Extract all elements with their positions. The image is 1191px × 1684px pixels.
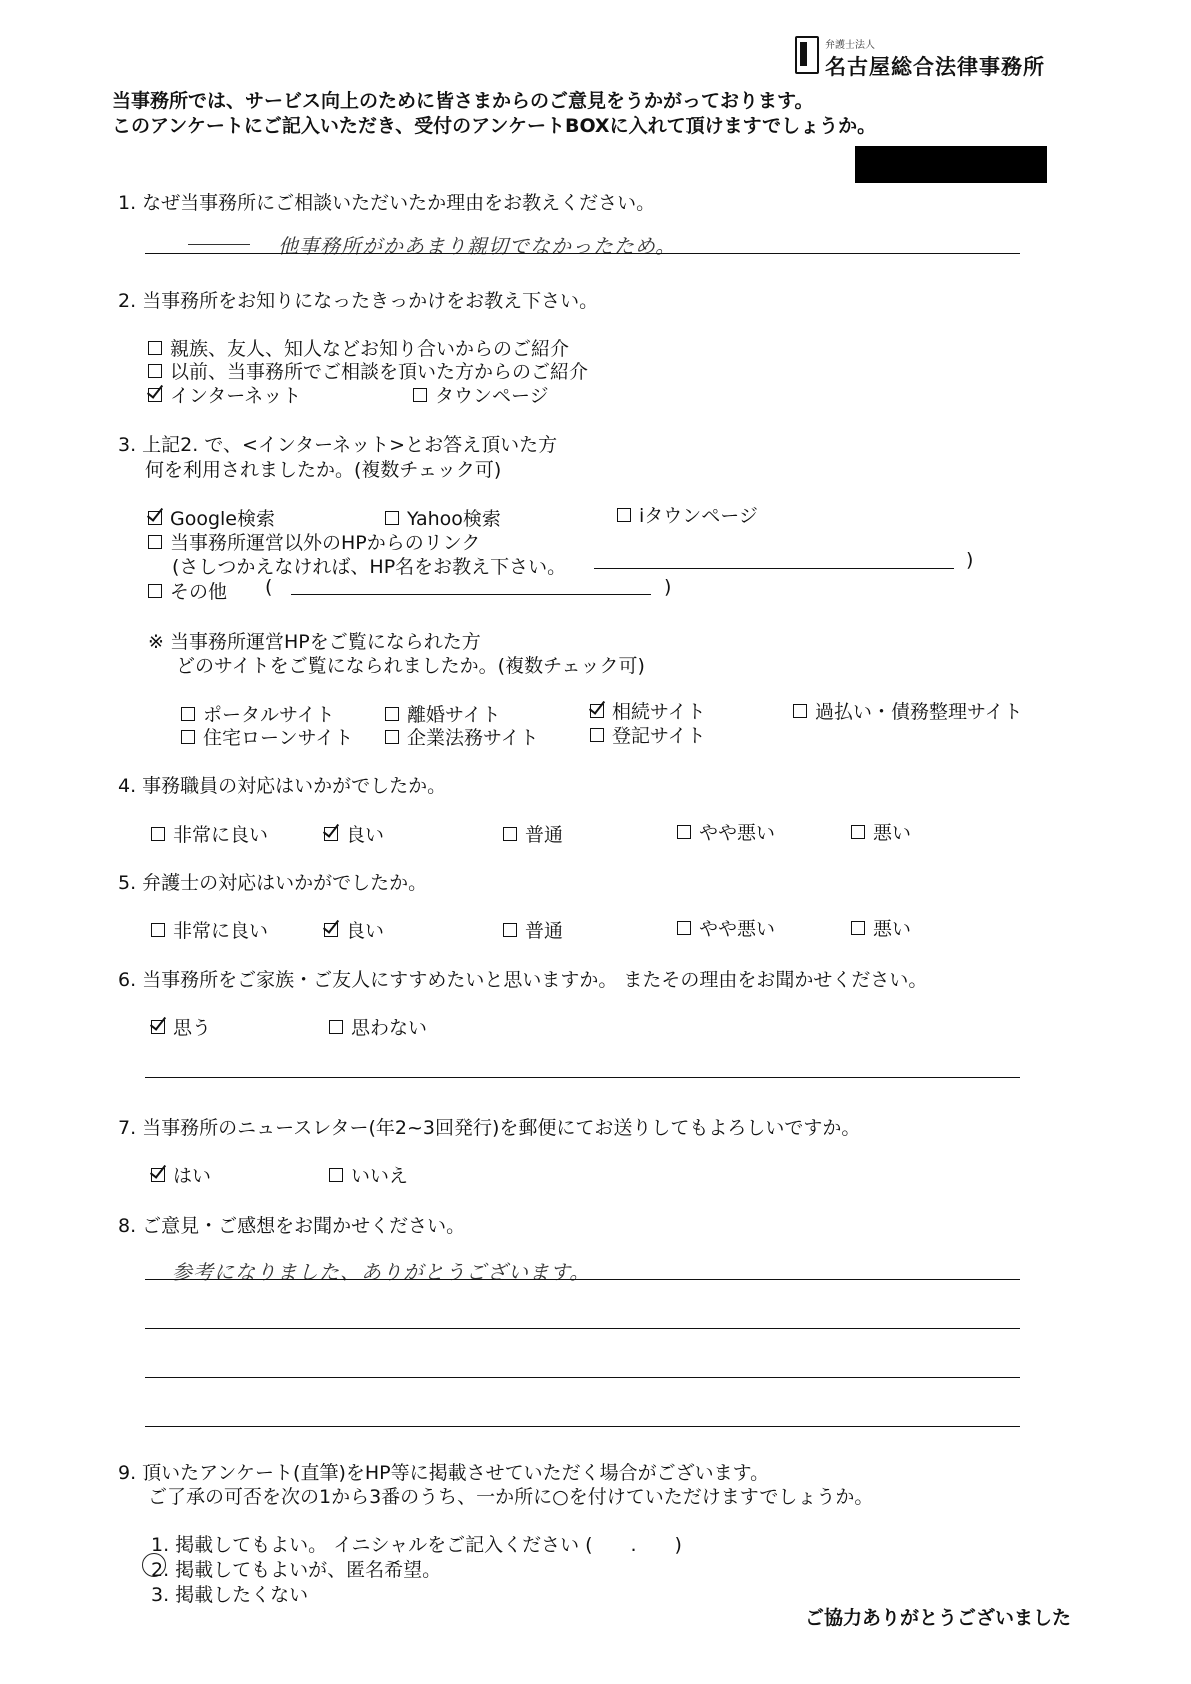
q1-strikeout bbox=[188, 244, 250, 245]
q7-option-no[interactable]: いいえ bbox=[329, 1161, 408, 1188]
q3-site-portal[interactable]: ポータルサイト bbox=[181, 700, 335, 727]
q3-site-housing-loan[interactable]: 住宅ローンサイト bbox=[181, 723, 353, 750]
intro-line-1: 当事務所では、サービス向上のために皆さまからのご意見をうかがっております。 bbox=[112, 90, 814, 112]
q1-answer-line bbox=[145, 253, 1020, 254]
q1-handwritten-answer: 他事務所がかあまり親切でなかったため。 bbox=[278, 234, 677, 258]
q5-question: 5. 弁護士の対応はいかがでしたか。 bbox=[118, 872, 428, 894]
intro-line-2: このアンケートにご記入いただき、受付のアンケートBOXに入れて頂けますでしょうか。 bbox=[112, 115, 877, 137]
q4-option-somewhat-bad[interactable]: やや悪い bbox=[677, 818, 775, 845]
q9-option-3[interactable]: 3. 掲載したくない bbox=[151, 1584, 309, 1606]
checkbox-icon[interactable] bbox=[590, 704, 604, 718]
q3-option-google[interactable]: Google検索 bbox=[148, 504, 275, 531]
checkbox-icon[interactable] bbox=[148, 535, 162, 549]
q3-site-debt[interactable]: 過払い・債務整理サイト bbox=[793, 697, 1023, 724]
q2-option-referral[interactable]: 以前、当事務所でご相談を頂いた方からのご紹介 bbox=[148, 357, 588, 384]
q4-option-good[interactable]: 良い bbox=[324, 820, 384, 847]
q3-site-divorce[interactable]: 離婚サイト bbox=[385, 700, 501, 727]
q5-option-good[interactable]: 良い bbox=[324, 916, 384, 943]
q5-option-normal[interactable]: 普通 bbox=[503, 916, 563, 943]
q3-other-line[interactable] bbox=[291, 594, 651, 595]
q5-option-bad[interactable]: 悪い bbox=[851, 914, 911, 941]
q3-site-inheritance[interactable]: 相続サイト bbox=[590, 697, 706, 724]
checkbox-icon[interactable] bbox=[329, 1020, 343, 1034]
q2-option-acquaintance[interactable]: 親族、友人、知人などお知り合いからのご紹介 bbox=[148, 334, 569, 361]
checkbox-icon[interactable] bbox=[151, 827, 165, 841]
q3-other-close-paren: ) bbox=[664, 576, 672, 598]
q2-question: 2. 当事務所をお知りになったきっかけをお教え下さい。 bbox=[118, 290, 599, 312]
q6-reason-line[interactable] bbox=[145, 1077, 1020, 1078]
q3-question-line-2: 何を利用されましたか。(複数チェック可) bbox=[145, 459, 502, 481]
redacted-block bbox=[855, 146, 1047, 183]
q9-option-1[interactable]: 1. 掲載してもよい。 イニシャルをご記入ください ( . ) bbox=[151, 1534, 682, 1556]
closing-thanks: ご協力ありがとうございました bbox=[805, 1607, 1072, 1629]
q6-question: 6. 当事務所をご家族・ご友人にすすめたいと思いますか。 またその理由をお聞かせください。 bbox=[118, 969, 928, 991]
q3-other-open-paren: ( bbox=[265, 576, 273, 598]
q7-option-yes[interactable]: はい bbox=[151, 1161, 211, 1188]
q8-question: 8. ご意見・ご感想をお聞かせください。 bbox=[118, 1215, 466, 1237]
q2-option-internet[interactable]: インターネット bbox=[148, 381, 301, 408]
checkbox-icon[interactable] bbox=[148, 511, 162, 525]
checkbox-icon[interactable] bbox=[151, 1168, 165, 1182]
q8-handwritten-answer: 参考になりました、ありがとうございます。 bbox=[172, 1260, 591, 1284]
q5-option-very-good[interactable]: 非常に良い bbox=[151, 916, 268, 943]
q3-site-corporate[interactable]: 企業法務サイト bbox=[385, 723, 539, 750]
checkbox-icon[interactable] bbox=[148, 341, 162, 355]
checkbox-icon[interactable] bbox=[677, 921, 691, 935]
checkbox-icon[interactable] bbox=[590, 728, 604, 742]
q4-option-bad[interactable]: 悪い bbox=[851, 818, 911, 845]
q8-answer-line-4[interactable] bbox=[145, 1426, 1020, 1427]
q3-option-itownpage[interactable]: iタウンページ bbox=[617, 501, 758, 528]
q2-option-townpage[interactable]: タウンページ bbox=[413, 381, 549, 408]
checkbox-icon[interactable] bbox=[151, 1020, 165, 1034]
checkbox-icon[interactable] bbox=[503, 827, 517, 841]
q3-site-registration[interactable]: 登記サイト bbox=[590, 721, 706, 748]
q3-option-external-link[interactable]: 当事務所運営以外のHPからのリンク bbox=[148, 528, 480, 555]
checkbox-icon[interactable] bbox=[385, 511, 399, 525]
q4-option-normal[interactable]: 普通 bbox=[503, 820, 563, 847]
checkbox-icon[interactable] bbox=[503, 923, 517, 937]
checkbox-icon[interactable] bbox=[617, 508, 631, 522]
checkbox-icon[interactable] bbox=[851, 825, 865, 839]
q8-answer-line-1[interactable] bbox=[145, 1279, 1020, 1280]
checkbox-icon[interactable] bbox=[677, 825, 691, 839]
q9-question-line-2: ご了承の可否を次の1から3番のうち、一か所に○を付けていただけますでしょうか。 bbox=[148, 1486, 874, 1508]
q3-link-note: (さしつかえなければ、HP名をお教え下さい。 bbox=[172, 556, 567, 578]
q3-note-line-1: ※ 当事務所運営HPをご覧になられた方 bbox=[148, 631, 481, 653]
checkbox-icon[interactable] bbox=[385, 707, 399, 721]
q9-option-2[interactable]: 2. 掲載してもよいが、匿名希望。 bbox=[151, 1559, 442, 1581]
logo-firm-name: 名古屋総合法律事務所 bbox=[825, 54, 1045, 79]
q7-question: 7. 当事務所のニュースレター(年2~3回発行)を郵便にてお送りしてもよろしいですか。 bbox=[118, 1117, 861, 1139]
q3-option-yahoo[interactable]: Yahoo検索 bbox=[385, 504, 501, 531]
q3-note-line-2: どのサイトをご覧になられましたか。(複数チェック可) bbox=[176, 655, 645, 677]
checkbox-icon[interactable] bbox=[181, 730, 195, 744]
q4-option-very-good[interactable]: 非常に良い bbox=[151, 820, 268, 847]
q5-option-somewhat-bad[interactable]: やや悪い bbox=[677, 914, 775, 941]
checkbox-icon[interactable] bbox=[413, 388, 427, 402]
checkbox-icon[interactable] bbox=[148, 388, 162, 402]
checkbox-icon[interactable] bbox=[385, 730, 399, 744]
q1-question: 1. なぜ当事務所にご相談いただいたか理由をお教えください。 bbox=[118, 192, 656, 214]
q9-question-line-1: 9. 頂いたアンケート(直筆)をHP等に掲載させていただく場合がございます。 bbox=[118, 1462, 770, 1484]
checkbox-icon[interactable] bbox=[148, 364, 162, 378]
checkbox-icon[interactable] bbox=[148, 584, 162, 598]
checkbox-icon[interactable] bbox=[324, 923, 338, 937]
checkbox-icon[interactable] bbox=[793, 704, 807, 718]
logo-small-text: 弁護士法人 bbox=[825, 40, 875, 51]
q6-option-yes[interactable]: 思う bbox=[151, 1013, 211, 1040]
firm-logo bbox=[795, 36, 1045, 81]
q3-link-name-line[interactable] bbox=[594, 568, 954, 569]
checkbox-icon[interactable] bbox=[851, 921, 865, 935]
q3-link-close-paren: ) bbox=[966, 549, 974, 571]
q3-question-line-1: 3. 上記2. で、<インターネット>とお答え頂いた方 bbox=[118, 434, 558, 456]
q4-question: 4. 事務職員の対応はいかがでしたか。 bbox=[118, 775, 447, 797]
q8-answer-line-2[interactable] bbox=[145, 1328, 1020, 1329]
checkbox-icon[interactable] bbox=[151, 923, 165, 937]
q3-option-other[interactable]: その他 bbox=[148, 577, 227, 604]
q8-answer-line-3[interactable] bbox=[145, 1377, 1020, 1378]
logo-mark-icon bbox=[795, 36, 819, 74]
checkbox-icon[interactable] bbox=[181, 707, 195, 721]
q6-option-no[interactable]: 思わない bbox=[329, 1013, 427, 1040]
checkbox-icon[interactable] bbox=[329, 1168, 343, 1182]
checkbox-icon[interactable] bbox=[324, 827, 338, 841]
